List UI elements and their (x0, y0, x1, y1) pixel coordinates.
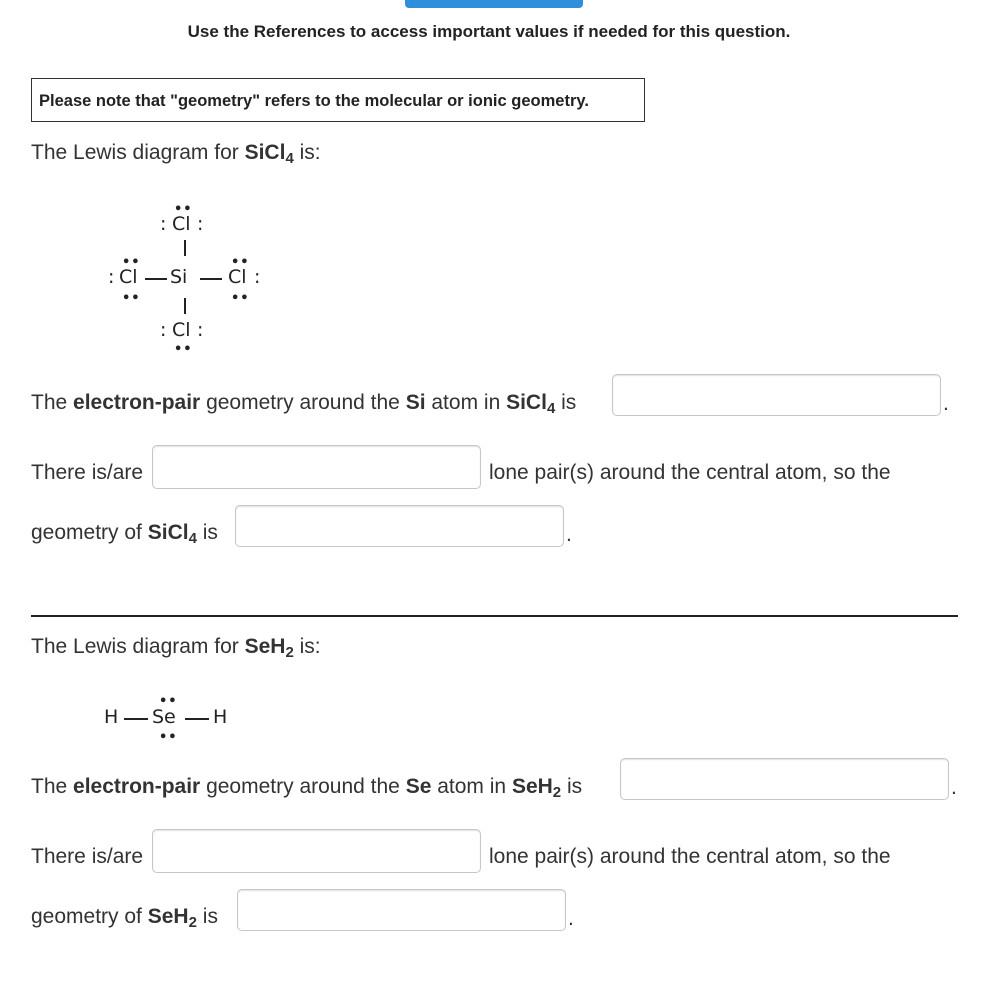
lone-pair-left: : (160, 319, 167, 341)
q2-geometry-of: geometry of SeH$_2$ is (31, 905, 218, 931)
lone-pair-left: : (160, 213, 167, 235)
q2-lewis-intro: The Lewis diagram for SeH$_2$ is: (31, 635, 321, 661)
lone-pair-dots: •• (122, 255, 141, 270)
q2-electron-pair-question: The electron-pair geometry around the Se atom in SeH$_2$ is (31, 775, 583, 801)
lone-pair-dots: •• (231, 291, 250, 306)
period: . (566, 523, 572, 546)
silicon-atom: Si (170, 266, 188, 288)
q1-geometry-of: geometry of SiCl$_4$ is (31, 521, 218, 547)
q1-lewis-intro: The Lewis diagram for SiCl$_4$ is: (31, 141, 321, 167)
selenium-atom: Se (152, 706, 176, 728)
lone-pair-right: : (197, 319, 204, 341)
references-button[interactable] (405, 0, 583, 8)
references-instruction: Use the References to access important values if needed for this question. (187, 22, 791, 41)
q2-lone-pairs-input[interactable] (152, 829, 481, 873)
lone-pair-dots: •• (159, 730, 178, 745)
lone-pair-right: : (197, 213, 204, 235)
lone-pair-dots: •• (174, 342, 193, 357)
lone-pair-dots: •• (174, 202, 193, 217)
period: . (951, 776, 957, 799)
chlorine-atom-bottom: Cl (172, 319, 191, 341)
period: . (568, 907, 574, 930)
chlorine-atom-top: Cl (172, 213, 191, 235)
q1-electron-pair-geometry-input[interactable] (612, 374, 941, 416)
lone-pair-left: : (108, 266, 115, 288)
chlorine-atom-right: Cl (228, 266, 247, 288)
bond-left (124, 718, 148, 720)
seh2-lewis-diagram (0, 0, 300, 760)
q1-there-is-are: There is/are (31, 461, 144, 484)
chlorine-atom-left: Cl (119, 266, 138, 288)
geometry-note: Please note that "geometry" refers to the molecular or ionic geometry. (31, 78, 645, 122)
q2-there-is-are: There is/are (31, 845, 144, 868)
hydrogen-atom-right: H (213, 706, 228, 728)
bond-right (185, 718, 209, 720)
q2-electron-pair-geometry-input[interactable] (620, 758, 949, 800)
lone-pair-right: : (254, 266, 261, 288)
period: . (943, 392, 949, 415)
lone-pair-dots: •• (122, 291, 141, 306)
q2-molecular-geometry-input[interactable] (237, 889, 566, 931)
lone-pair-dots: •• (159, 694, 178, 709)
q1-lone-pair-text: lone pair(s) around the central atom, so the (489, 461, 891, 484)
q1-electron-pair-question: The electron-pair geometry around the Si atom in SiCl$_4$ is (31, 391, 577, 417)
q2-lone-pair-text: lone pair(s) around the central atom, so the (489, 845, 891, 868)
hydrogen-atom-left: H (104, 706, 119, 728)
lone-pair-dots: •• (231, 255, 250, 270)
